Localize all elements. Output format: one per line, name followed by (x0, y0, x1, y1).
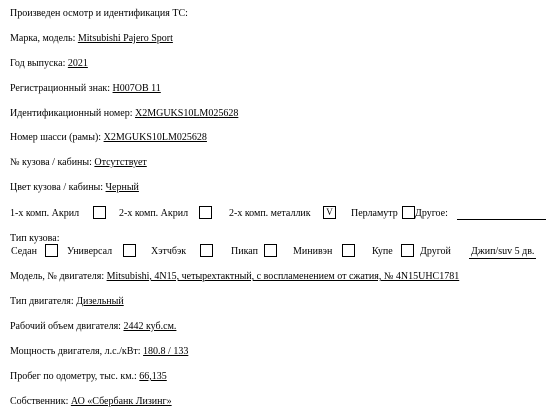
engine-volume-label: Рабочий объем двигателя: (10, 321, 121, 332)
body-type-coupe-label: Купе (372, 246, 393, 257)
paint-option-4-label: Перламутр (351, 208, 398, 219)
body-type-wagon-label: Универсал (67, 246, 113, 257)
year-row (10, 58, 88, 70)
owner-row (10, 396, 172, 408)
paint-option-3-label: 2-х комп. металлик (229, 208, 311, 219)
check-mark: V (326, 207, 333, 217)
vin-row (10, 108, 238, 120)
color-label: Цвет кузова / кабины: (10, 182, 104, 193)
body-type-minivan-checkbox[interactable] (342, 244, 355, 257)
mileage-value: 66,135 (139, 371, 167, 382)
body-type-hatchback-label: Хэтчбэк (151, 246, 187, 257)
paint-option-1-label: 1-х комп. Акрил (10, 208, 80, 219)
body-type-pickup-checkbox[interactable] (264, 244, 277, 257)
owner-label: Собственник: (10, 396, 69, 407)
make-row (10, 33, 173, 45)
body-number-value: Отсутствует (94, 157, 147, 168)
body-type-other-value: Джип/suv 5 дв. (471, 246, 535, 257)
engine-model-value: Mitsubishi, 4N15, четырехтактный, с воспламенением от сжатия, № 4N15UHC1781 (106, 271, 460, 282)
year-value: 2021 (67, 58, 88, 69)
owner-value: АО «Сбербанк Лизинг» (70, 396, 172, 407)
mileage-row (10, 371, 167, 383)
body-type-minivan-label: Минивэн (293, 246, 333, 257)
body-number-row (10, 157, 147, 169)
vin-label: Идентификационный номер: (10, 108, 133, 119)
paint-other-label: Другое: (415, 208, 448, 219)
body-type-sedan-checkbox[interactable] (45, 244, 58, 257)
engine-type-label: Тип двигателя: (10, 296, 74, 307)
body-type-label: Тип кузова: (10, 233, 60, 244)
body-type-pickup-label: Пикап (231, 246, 258, 257)
engine-power-label: Мощность двигателя, л.с./кВт: (10, 346, 141, 357)
engine-power-row (10, 346, 188, 358)
engine-volume-value: 2442 куб.см. (123, 321, 177, 332)
color-value: Черный (105, 182, 139, 193)
paint-option-2-label: 2-х комп. Акрил (119, 208, 189, 219)
paint-option-2-checkbox[interactable] (199, 206, 212, 219)
body-type-coupe-checkbox[interactable] (401, 244, 414, 257)
engine-volume-row (10, 321, 176, 333)
body-number-label: № кузова / кабины: (10, 157, 92, 168)
engine-type-row (10, 296, 124, 308)
make-value: Mitsubishi Pajero Sport (77, 33, 173, 44)
body-type-hatchback-checkbox[interactable] (200, 244, 213, 257)
mileage-label: Пробег по одометру, тыс. км.: (10, 371, 137, 382)
make-label: Марка, модель: (10, 33, 76, 44)
body-type-other-label: Другой (420, 246, 451, 257)
year-label: Год выпуска: (10, 58, 66, 69)
plate-label: Регистрационный знак: (10, 83, 111, 94)
body-type-sedan-label: Седан (11, 246, 37, 257)
chassis-label: Номер шасси (рамы): (10, 132, 102, 143)
color-row (10, 182, 139, 194)
paint-option-1-checkbox[interactable] (93, 206, 106, 219)
chassis-value: X2MGUKS10LM025628 (103, 132, 207, 143)
paint-other-field[interactable] (457, 219, 546, 220)
engine-model-label: Модель, № двигателя: (10, 271, 105, 282)
section-title: Произведен осмотр и идентификация ТС: (10, 8, 188, 19)
plate-value: Н007ОВ 11 (112, 83, 161, 94)
engine-power-value: 180.8 / 133 (143, 346, 189, 357)
paint-option-3-checkbox[interactable] (323, 206, 336, 219)
plate-row (10, 83, 161, 95)
body-type-wagon-checkbox[interactable] (123, 244, 136, 257)
engine-model-row (10, 271, 459, 283)
engine-type-value: Дизельный (76, 296, 124, 307)
vin-value: X2MGUKS10LM025628 (134, 108, 239, 119)
paint-option-4-checkbox[interactable] (402, 206, 415, 219)
chassis-row (10, 132, 207, 144)
